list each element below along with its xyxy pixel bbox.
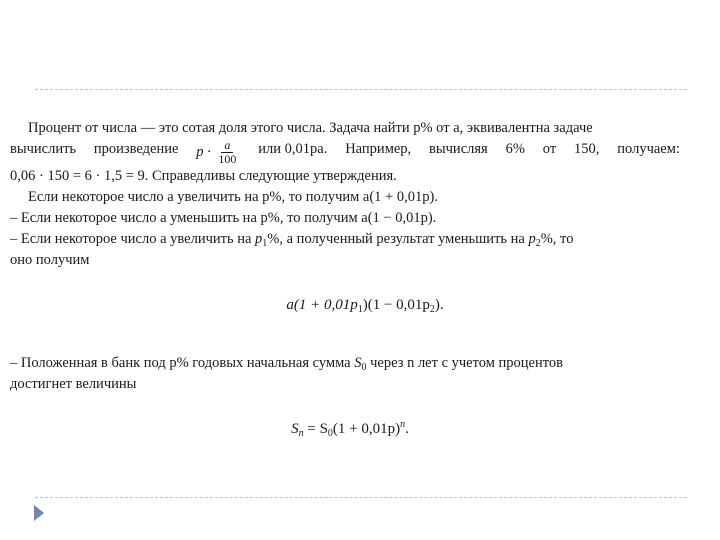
- subscript: 2: [535, 238, 541, 249]
- fraction-numerator: a: [221, 139, 233, 153]
- math-var: p ·: [196, 143, 211, 160]
- word: произведение: [93, 141, 179, 157]
- paragraph-2-line-1: [10, 353, 680, 374]
- play-arrow-icon[interactable]: [34, 505, 44, 521]
- statement-3: [10, 229, 680, 250]
- math-fraction-expr: [196, 139, 240, 166]
- word: вычислить: [10, 141, 77, 157]
- formula-part: (1 + 0,01p): [332, 421, 401, 437]
- statement-3-text-b: %, а полученный результат уменьшить на: [267, 231, 525, 247]
- subscript: n: [298, 428, 304, 439]
- paragraph-2-text-b: через n лет с учетом процентов: [370, 355, 563, 371]
- word: или 0,01pa.: [258, 141, 328, 157]
- subscript: 2: [429, 304, 435, 315]
- word: от: [542, 141, 557, 157]
- formula-part: .: [405, 421, 409, 437]
- statement-3-text-c: %, то: [540, 231, 574, 247]
- statement-1: Если некоторое число a увеличить на p%, то получим a(1 + 0,01p).: [28, 189, 438, 205]
- bottom-divider: [35, 497, 687, 498]
- statement-3-continued: оно получим: [10, 252, 90, 268]
- formula-percent-change: [50, 295, 680, 316]
- word: вычисляя: [429, 141, 488, 157]
- paragraph-2-text-a: – Положенная в банк под p% годовых начальная сумма: [10, 355, 351, 371]
- formula-part: ).: [434, 297, 444, 313]
- math-var-p2: p: [528, 231, 536, 247]
- word: 6%: [505, 141, 525, 157]
- subscript: 1: [262, 238, 268, 249]
- math-var-sn: S: [291, 421, 299, 437]
- math-var-s0: S: [354, 355, 362, 371]
- paragraph-2-line-2: достигнет величины: [10, 376, 137, 392]
- slide-content: [10, 118, 680, 440]
- paragraph-line-2: [10, 139, 680, 166]
- subscript: 0: [361, 362, 367, 373]
- fraction: [216, 139, 238, 166]
- statement-2: – Если некоторое число a уменьшить на p%, то получим a(1 − 0,01p).: [10, 210, 437, 226]
- word: получаем:: [617, 141, 680, 157]
- paragraph-line-1: Процент от числа — это сотая доля этого числа. Задача найти p% от a, эквивалентна задаче: [28, 120, 593, 136]
- superscript: n: [400, 419, 406, 430]
- formula-part: = S: [303, 421, 328, 437]
- subscript: 1: [357, 304, 363, 315]
- math-var-p1: p: [255, 231, 263, 247]
- paragraph-line-3: 0,06 · 150 = 6 · 1,5 = 9. Справедливы следующие утверждения.: [10, 168, 397, 184]
- word: Например,: [345, 141, 412, 157]
- formula-part: a(1 + 0,01p: [286, 297, 358, 313]
- top-divider: [35, 89, 687, 90]
- formula-compound-interest: [20, 419, 680, 440]
- fraction-denominator: 100: [218, 152, 237, 166]
- formula-part: )(1 − 0,01p: [362, 297, 430, 313]
- subscript: 0: [327, 428, 333, 439]
- word: 150,: [574, 141, 600, 157]
- statement-3-text-a: – Если некоторое число а увеличить на: [10, 231, 252, 247]
